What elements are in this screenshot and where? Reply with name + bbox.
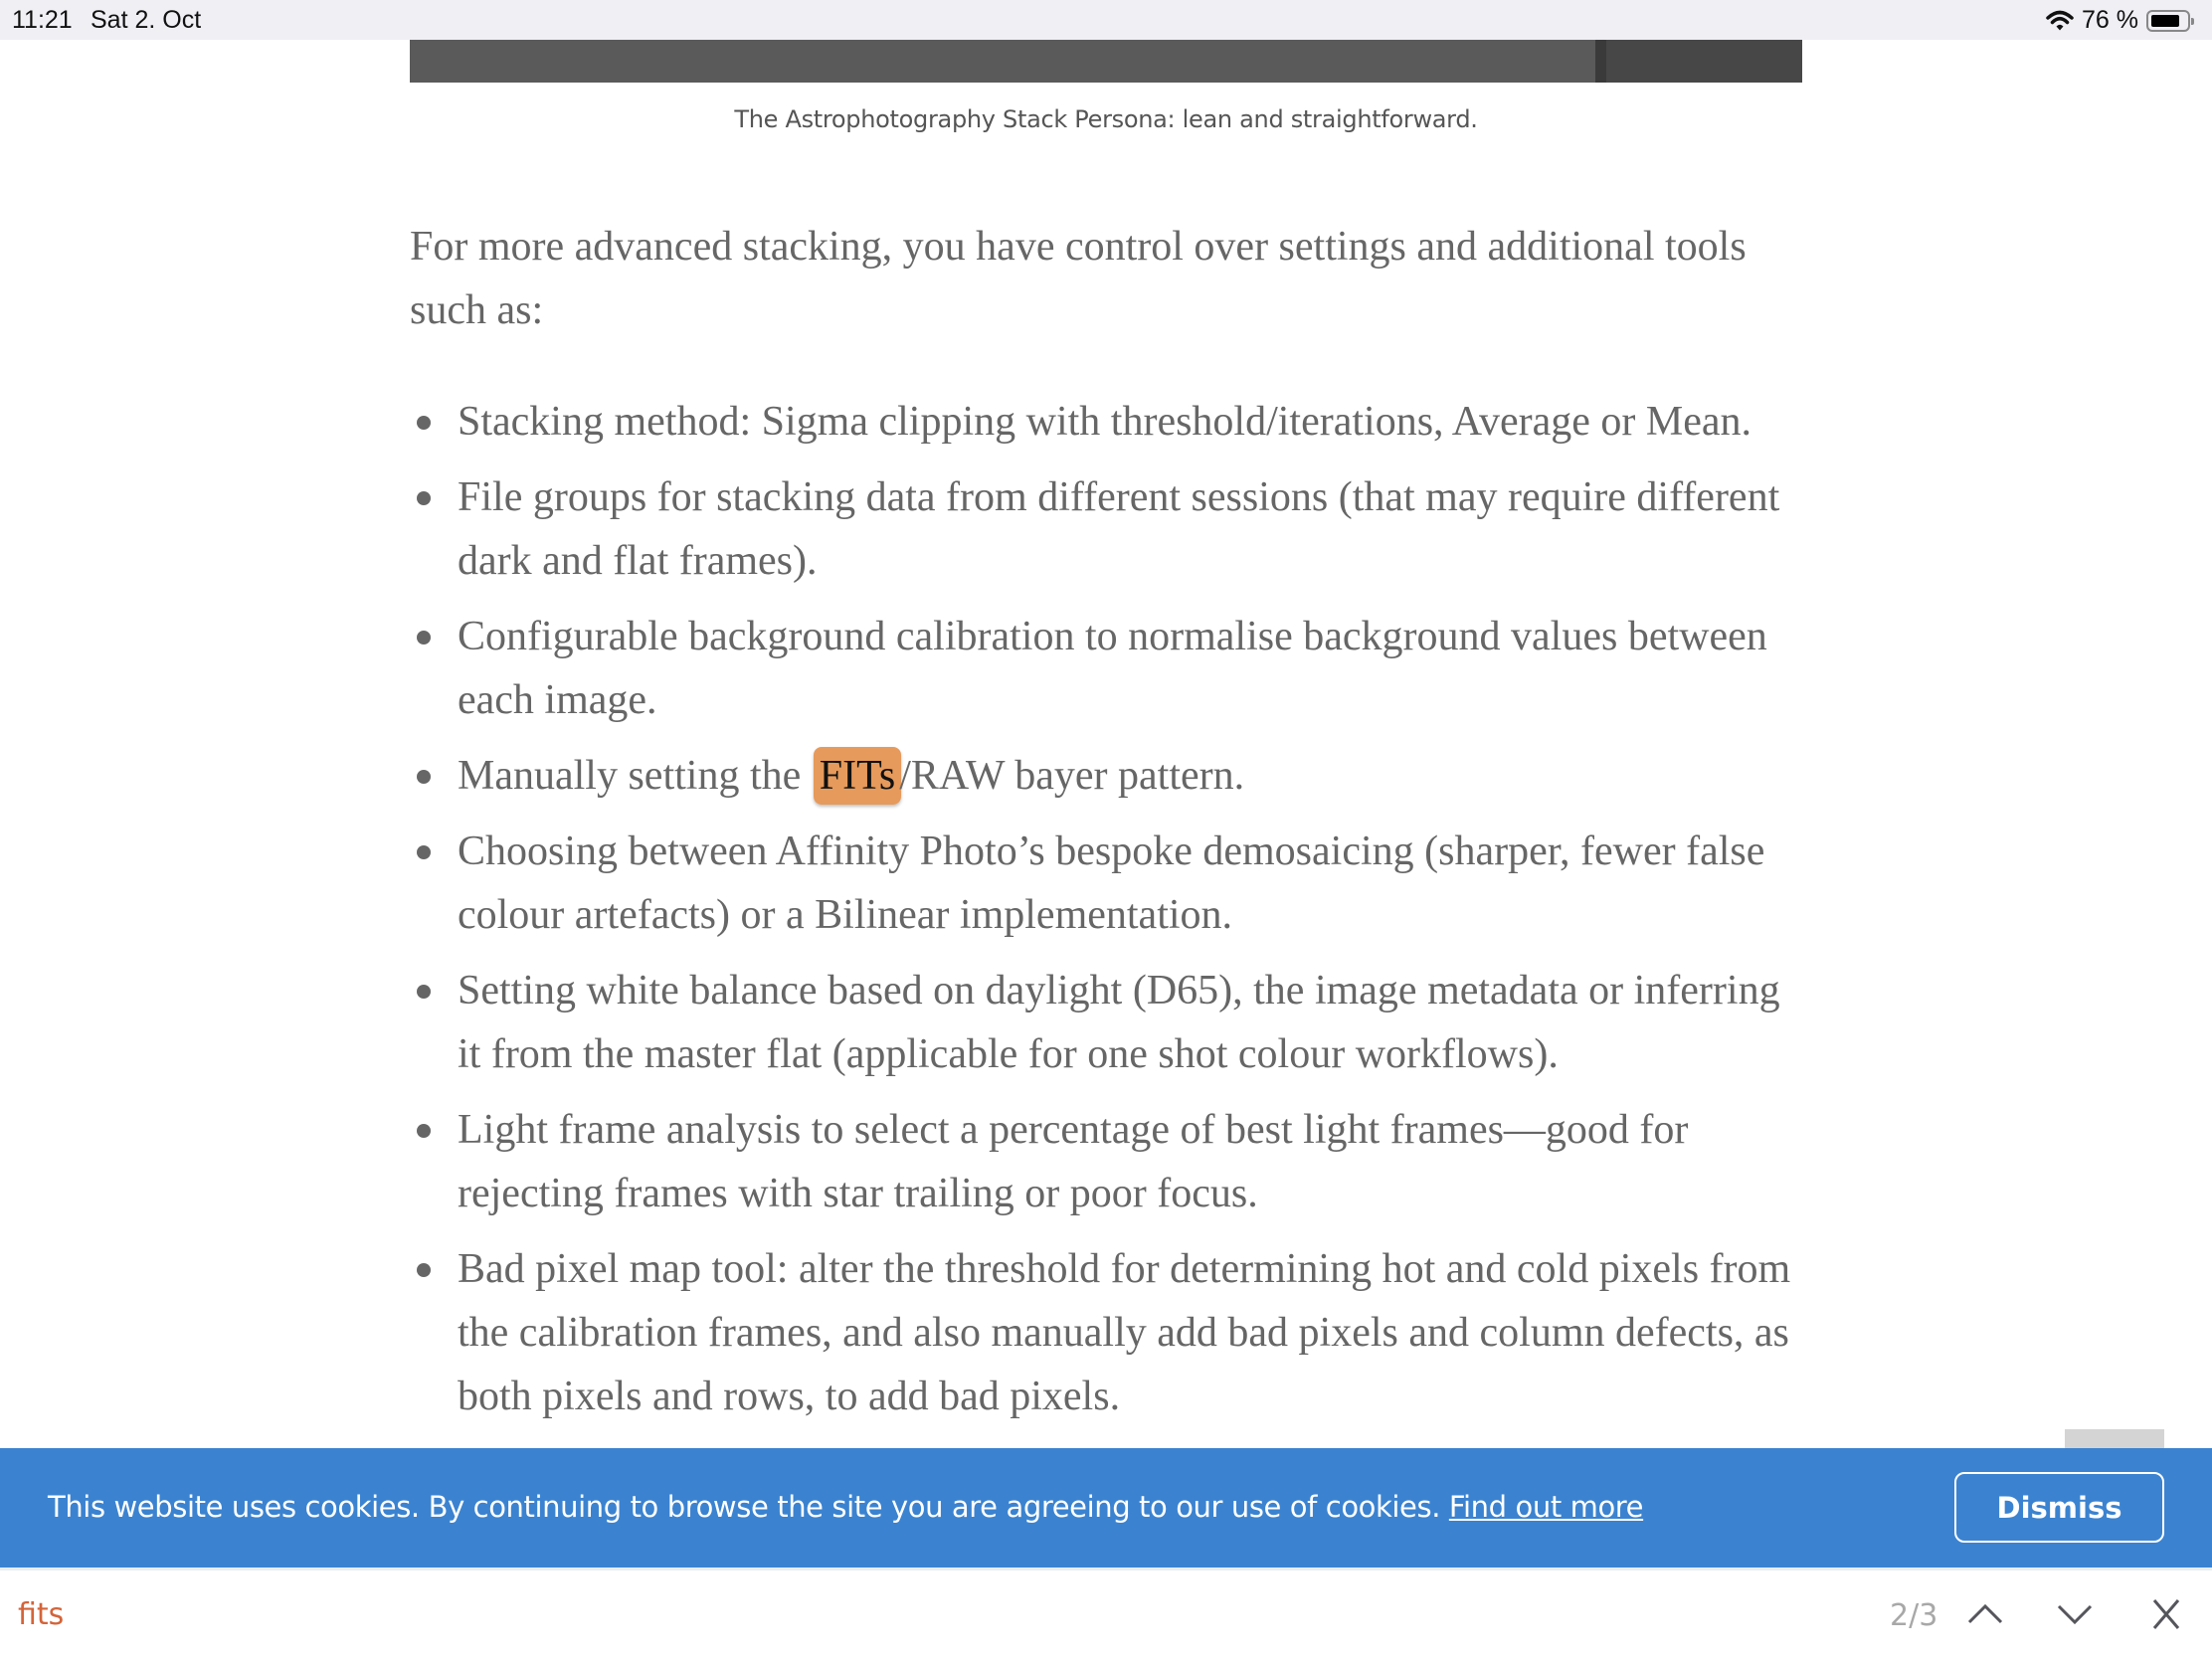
chevron-down-icon[interactable] bbox=[2055, 1594, 2095, 1634]
image-caption: The Astrophotography Stack Persona: lean and straightforward. bbox=[734, 105, 1478, 133]
status-right bbox=[2046, 6, 2190, 35]
find-out-more-link[interactable]: Find out more bbox=[1448, 1490, 1644, 1524]
article-content bbox=[410, 215, 1802, 1440]
intro-paragraph: For more advanced stacking, you have control over settings and additional tools such as: bbox=[410, 224, 1747, 333]
list-item: Choosing between Affinity Photo’s bespoke demosaicing (sharper, fewer false colour artefacts) or a Bilinear implementation. bbox=[410, 820, 1802, 947]
list-item: Setting white balance based on daylight (D65), the image metadata or inferring it from the master flat (applicable for one shot colour workflows). bbox=[410, 959, 1802, 1086]
bullet-icon bbox=[417, 491, 431, 505]
battery-percent: 76 % bbox=[2082, 6, 2138, 34]
list-item: Bad pixel map tool: alter the threshold for determining hot and cold pixels from the calibration frames, and also manually add bad pixels and column defects, as both pixels and rows, to add bad pixels. bbox=[410, 1237, 1802, 1428]
list-item: File groups for stacking data from different sessions (that may require different dark and flat frames). bbox=[410, 465, 1802, 593]
list-item: Manually setting the FITs/RAW bayer pattern. bbox=[410, 744, 1802, 808]
cookie-message: This website uses cookies. By continuing to browse the site you are agreeing to our use of cookies. Find out more bbox=[48, 1490, 1644, 1524]
cookie-banner bbox=[0, 1448, 2212, 1567]
bullet-icon bbox=[417, 845, 431, 859]
find-input[interactable] bbox=[16, 1596, 617, 1633]
bullet-icon bbox=[417, 1124, 431, 1138]
list-item: Configurable background calibration to normalise background values between each image. bbox=[410, 605, 1802, 732]
wifi-icon bbox=[2046, 10, 2074, 32]
bullet-icon bbox=[417, 631, 431, 645]
list-item: Stacking method: Sigma clipping with threshold/iterations, Average or Mean. bbox=[410, 390, 1802, 454]
chevron-up-icon[interactable] bbox=[1965, 1594, 2005, 1634]
bullet-icon bbox=[417, 985, 431, 999]
bullet-icon bbox=[417, 770, 431, 784]
bullet-icon bbox=[417, 1263, 431, 1277]
battery-icon bbox=[2146, 10, 2190, 32]
find-match-highlight: FITs bbox=[814, 747, 901, 805]
close-icon[interactable] bbox=[2146, 1594, 2186, 1634]
article-image bbox=[410, 40, 1802, 83]
status-time: 11:21 bbox=[12, 6, 73, 34]
match-count: 2/3 bbox=[1890, 1598, 1938, 1633]
find-in-page-bar bbox=[0, 1570, 2212, 1659]
list-item: Light frame analysis to select a percentage of best light frames—good for rejecting frames with star trailing or poor focus. bbox=[410, 1098, 1802, 1225]
dismiss-button[interactable]: Dismiss bbox=[1954, 1472, 2164, 1543]
status-bar bbox=[0, 0, 2212, 40]
status-date: Sat 2. Oct bbox=[91, 6, 202, 34]
feature-list bbox=[410, 390, 1802, 1428]
bullet-icon bbox=[417, 416, 431, 430]
